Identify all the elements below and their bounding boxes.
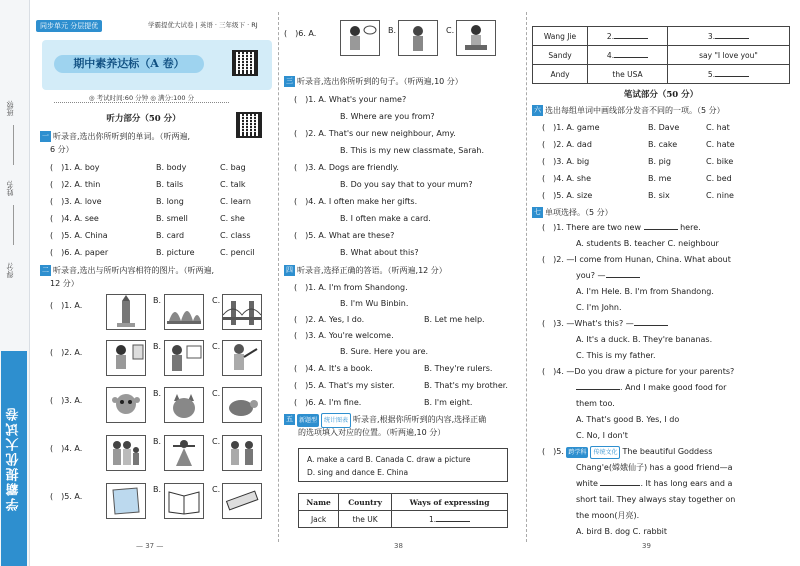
section-4-title	[284, 264, 447, 277]
binding-strip	[0, 0, 30, 566]
boy-picture	[398, 20, 438, 56]
th-name: Name	[299, 494, 339, 511]
s2-q3-b: B.	[153, 389, 162, 398]
s3-q3-a: ( )3. A. Dogs are friendly.	[294, 163, 399, 172]
section-5-title-2: 的选项填入对应的位置。（听两遍,10 分）	[298, 428, 446, 437]
section-1-title	[40, 130, 190, 143]
s7-q2-b: you? —	[576, 270, 640, 281]
section-4-text: 听录音,选择正确的答语。（听两遍,12 分）	[297, 266, 447, 275]
paper-picture	[106, 483, 146, 519]
s2-q3-label: ( )3. A.	[50, 396, 83, 405]
column-divider-2	[526, 12, 527, 542]
page-number-37: — 37 —	[136, 542, 164, 550]
s2-q6-b: B.	[388, 26, 397, 35]
title-banner	[42, 40, 272, 90]
s4-q2-a: ( )2. A. Yes, I do.	[294, 315, 365, 324]
written-title: 笔试部分（50 分）	[623, 90, 699, 100]
s7-q4-opts2: C. No, I don't	[576, 431, 628, 440]
cat-picture	[164, 387, 204, 423]
s4-q6-b: B. I'm eight.	[424, 398, 473, 407]
s7-q5-c: white . It has long ears and a	[576, 479, 733, 488]
section-3-number: 三	[286, 77, 293, 85]
s2-q1-c: C.	[212, 296, 221, 305]
s2-q6-c: C.	[446, 26, 455, 35]
s2-q4-c: C.	[212, 437, 221, 446]
s4-q4-b: B. They're rulers.	[424, 364, 493, 373]
s2-q5-c: C.	[212, 485, 221, 494]
s4-q1-b: B. I'm Wu Binbin.	[340, 299, 409, 308]
opera-house-picture	[164, 294, 204, 330]
s3-q2-a: ( )2. A. That's our new neighbour, Amy.	[294, 129, 456, 138]
s4-q2-b: B. Let me help.	[424, 315, 485, 324]
new-type-tag: 新题型	[297, 414, 319, 427]
tower-picture	[106, 294, 146, 330]
s7-q1: ( )1. There are two new here.	[542, 223, 701, 232]
dancing-picture	[164, 435, 204, 471]
man-teacher-picture	[164, 340, 204, 376]
chart-tag: 统计图表	[321, 413, 351, 428]
options-line-1: A. make a card B. Canada C. draw a picture	[307, 455, 471, 464]
s4-q6-a: ( )6. A. I'm fine.	[294, 398, 362, 407]
cell-blank-3[interactable]: 3.	[668, 27, 790, 46]
section-3-title	[284, 75, 463, 88]
cell-blank-4[interactable]: 4.	[588, 46, 668, 65]
qr-code-icon-2	[236, 112, 262, 138]
s2-q4-b: B.	[153, 437, 162, 446]
s3-q2-b: B. This is my new classmate, Sarah.	[340, 146, 485, 155]
section-7-title	[532, 206, 613, 219]
section-2-text: 听录音,选出与所听内容相符的图片。（听两遍,	[53, 266, 215, 275]
exam-info: ◎ 考试时间:60 分钟 ◎ 满分:100 分	[54, 93, 229, 103]
s7-q4-b: . And I make good food for	[576, 382, 726, 393]
expressing-table-top	[298, 493, 508, 528]
girl-teacher-picture	[106, 340, 146, 376]
section-5-number: 五	[286, 415, 293, 423]
girl-greeting-picture	[340, 20, 380, 56]
s2-q6-label: ( )6. A.	[284, 29, 317, 38]
s2-q3-c: C.	[212, 389, 221, 398]
options-box	[298, 448, 508, 482]
s3-q4-b: B. I often make a card.	[340, 214, 431, 223]
s2-q2-c: C.	[212, 342, 221, 351]
s7-q5: ( )5. 跨学科 传统文化 The beautiful Goddess	[542, 446, 712, 459]
page-number-38: 38	[394, 542, 403, 550]
s7-q4-c: them too.	[576, 399, 615, 408]
s3-q1-b: B. Where are you from?	[340, 112, 435, 121]
cell-say-love: say "I love you"	[668, 46, 790, 65]
section-6-number: 六	[534, 106, 541, 114]
s7-q5-b: Chang'e(嫦娥仙子) has a good friend—a	[576, 463, 733, 472]
s7-q2: ( )2. —I come from Hunan, China. What about	[542, 255, 731, 264]
page-number-39: 39	[642, 542, 651, 550]
score-label: 得分:	[6, 262, 14, 279]
s7-q5-opts: A. bird B. dog C. rabbit	[576, 527, 668, 536]
class-label: 班级:	[6, 100, 14, 117]
column-3: Wang Jie 2. 3. Sandy 4. say "I love you" Andy the USA 5. 笔试部分（50 分） 六 选出每组单词中画线部分发音不同的一项。（5 分） ( )1. A. game B. Dave C. hat ( )2. A. dad B. cake C. hate ( )3. A. big B. pig C. bike ( )4. A. she B. me C. bed ( )5. A. size B. six C. nine 七 单项选择。（5 分） ( )1. There are two new here. A. students B. teacher C. neighbour ( )2. —I come from Hunan, China. What about you? — A. I'm Hele. B. I'm from Shandong. C. I'm John. ( )3. —What's this? — A. It's a duck. B. They're bananas. C. This is my father. ( )4. —Do you draw a picture for your parents? . And I make good food for them too. A. That's good B. Yes, I do C. No, I don't ( )5. 跨学科 传统文化 The beautiful Goddess Chang'e(嫦娥仙子) has a good friend—a white . It has long ears and a short tail. They always stay together on the moon(月亮). A. bird B. dog C. rabbit 39	[532, 0, 796, 566]
boy-pointing-picture	[222, 340, 262, 376]
name-line	[13, 205, 14, 245]
th-country: Country	[339, 494, 392, 511]
s2-q5-label: ( )5. A.	[50, 492, 83, 501]
section-5-text: 听录音,根据你所听到的内容,选择正确	[353, 415, 487, 424]
expressing-table-bottom	[532, 26, 790, 84]
cell-wangjie: Wang Jie	[533, 27, 588, 46]
exam-title: 期中素养达标（A 卷）	[54, 55, 204, 73]
name-label: 姓名:	[6, 180, 14, 197]
s4-q3-b: B. Sure. Here you are.	[340, 347, 429, 356]
column-divider-1	[278, 12, 279, 542]
s7-q5-f: the moon(月亮).	[576, 511, 640, 520]
cell-uk: the UK	[339, 511, 392, 528]
s4-q4-a: ( )4. A. It's a book.	[294, 364, 373, 373]
section-7-number: 七	[534, 208, 541, 216]
options-line-2: D. sing and dance E. China	[307, 468, 409, 477]
turtle-picture	[222, 387, 262, 423]
s7-q3-opts2: C. This is my father.	[576, 351, 656, 360]
s7-q2-opts: A. I'm Hele. B. I'm from Shandong.	[576, 287, 714, 296]
section-3-text: 听录音,选出你所听到的句子。（听两遍,10 分）	[297, 77, 463, 86]
cross-subject-tag: 跨学科	[568, 449, 587, 456]
s4-q3-a: ( )3. A. You're welcome.	[294, 331, 394, 340]
s2-q1-b: B.	[153, 296, 162, 305]
qr-code-icon	[232, 50, 258, 76]
boy-girl-picture	[222, 435, 262, 471]
book-picture	[164, 483, 204, 519]
listening-title: 听力部分（50 分）	[106, 114, 181, 124]
s7-q1-opts: A. students B. teacher C. neighbour	[576, 239, 719, 248]
culture-tag: 传统文化	[590, 446, 620, 459]
ruler-picture	[222, 483, 262, 519]
s2-q2-b: B.	[153, 342, 162, 351]
s3-q1-a: ( )1. A. What's your name?	[294, 95, 407, 104]
cell-blank-2[interactable]: 2.	[588, 27, 668, 46]
cell-jack: Jack	[299, 511, 339, 528]
bridge-picture	[222, 294, 262, 330]
s4-q5-a: ( )5. A. That's my sister.	[294, 381, 395, 390]
th-ways: Ways of expressing	[392, 494, 508, 511]
section-7-text: 单项选择。（5 分）	[545, 208, 613, 217]
section-1-number: 一	[42, 132, 49, 140]
section-1-text: 听录音,选出你所听到的单词。（听两遍,	[53, 132, 191, 141]
section-2-number: 二	[42, 266, 49, 274]
s7-q4-opts: A. That's good B. Yes, I do	[576, 415, 680, 424]
section-4-number: 四	[286, 266, 293, 274]
section-1-points: 6 分）	[50, 145, 74, 154]
unit-tag: 同步单元 分层提优	[36, 20, 102, 32]
s4-q5-b: B. That's my brother.	[424, 381, 508, 390]
cell-andy: Andy	[533, 65, 588, 84]
s3-q5-b: B. What about this?	[340, 248, 419, 257]
s2-q2-label: ( )2. A.	[50, 348, 83, 357]
section-6-text: 选出每组单词中画线部分发音不同的一项。（5 分）	[545, 106, 725, 115]
cell-usa: the USA	[588, 65, 668, 84]
s7-q2-opts2: C. I'm John.	[576, 303, 622, 312]
section-6-title	[532, 104, 725, 117]
s7-q3: ( )3. —What's this? —	[542, 318, 668, 329]
s3-q5-a: ( )5. A. What are these?	[294, 231, 395, 240]
column-1: 同步单元 分层提优 学霸提优大试卷 | 英语 · 三年级下 · RJ 期中素养达标（A 卷） ◎ 考试时间:60 分钟 ◎ 满分:100 分 听力部分（50 分） 一 听录音,选出你所听到的单词。（听两遍, 6 分） ( )1. A. boy B. body C. bag ( )2. A. thin B. tails C. talk ( )3. A. love B. long C. learn ( )4. A. see B. smell C. she ( )5. A. China B. card C. class ( )6. A. paper B. picture C. pencil 二 听录音,选出与所听内容相符的图片。（听两遍, 12 分） ( )1. A. B. C. ( )2. A. B. C. ( )3. A. B. C. ( )4. A. B. C. ( )5. A. B. C. — 37 —	[36, 0, 272, 566]
cell-blank-1[interactable]: 1.	[392, 511, 508, 528]
class-line	[13, 125, 14, 165]
cell-blank-5[interactable]: 5.	[668, 65, 790, 84]
s3-q4-a: ( )4. A. I often make her gifts.	[294, 197, 418, 206]
s4-q1-a: ( )1. A. I'm from Shandong.	[294, 283, 408, 292]
series-title: 学霸提优大试卷 | 英语 · 三年级下 · RJ	[148, 21, 258, 29]
section-2-points: 12 分）	[50, 279, 79, 288]
sitting-girl-picture	[456, 20, 496, 56]
s3-q3-b: B. Do you say that to your mum?	[340, 180, 473, 189]
s2-q1-label: ( )1. A.	[50, 301, 83, 310]
s7-q5-e: short tail. They always stay together on	[576, 495, 736, 504]
monkey-picture	[106, 387, 146, 423]
family-picture	[106, 435, 146, 471]
brand-band: 学霸提优大试卷	[1, 351, 27, 566]
s2-q5-b: B.	[153, 485, 162, 494]
s7-q4: ( )4. —Do you draw a picture for your parents?	[542, 367, 735, 376]
cell-sandy: Sandy	[533, 46, 588, 65]
column-2	[284, 0, 520, 566]
s7-q3-opts: A. It's a duck. B. They're bananas.	[576, 335, 713, 344]
s2-q4-label: ( )4. A.	[50, 444, 83, 453]
section-2-title	[40, 264, 214, 277]
